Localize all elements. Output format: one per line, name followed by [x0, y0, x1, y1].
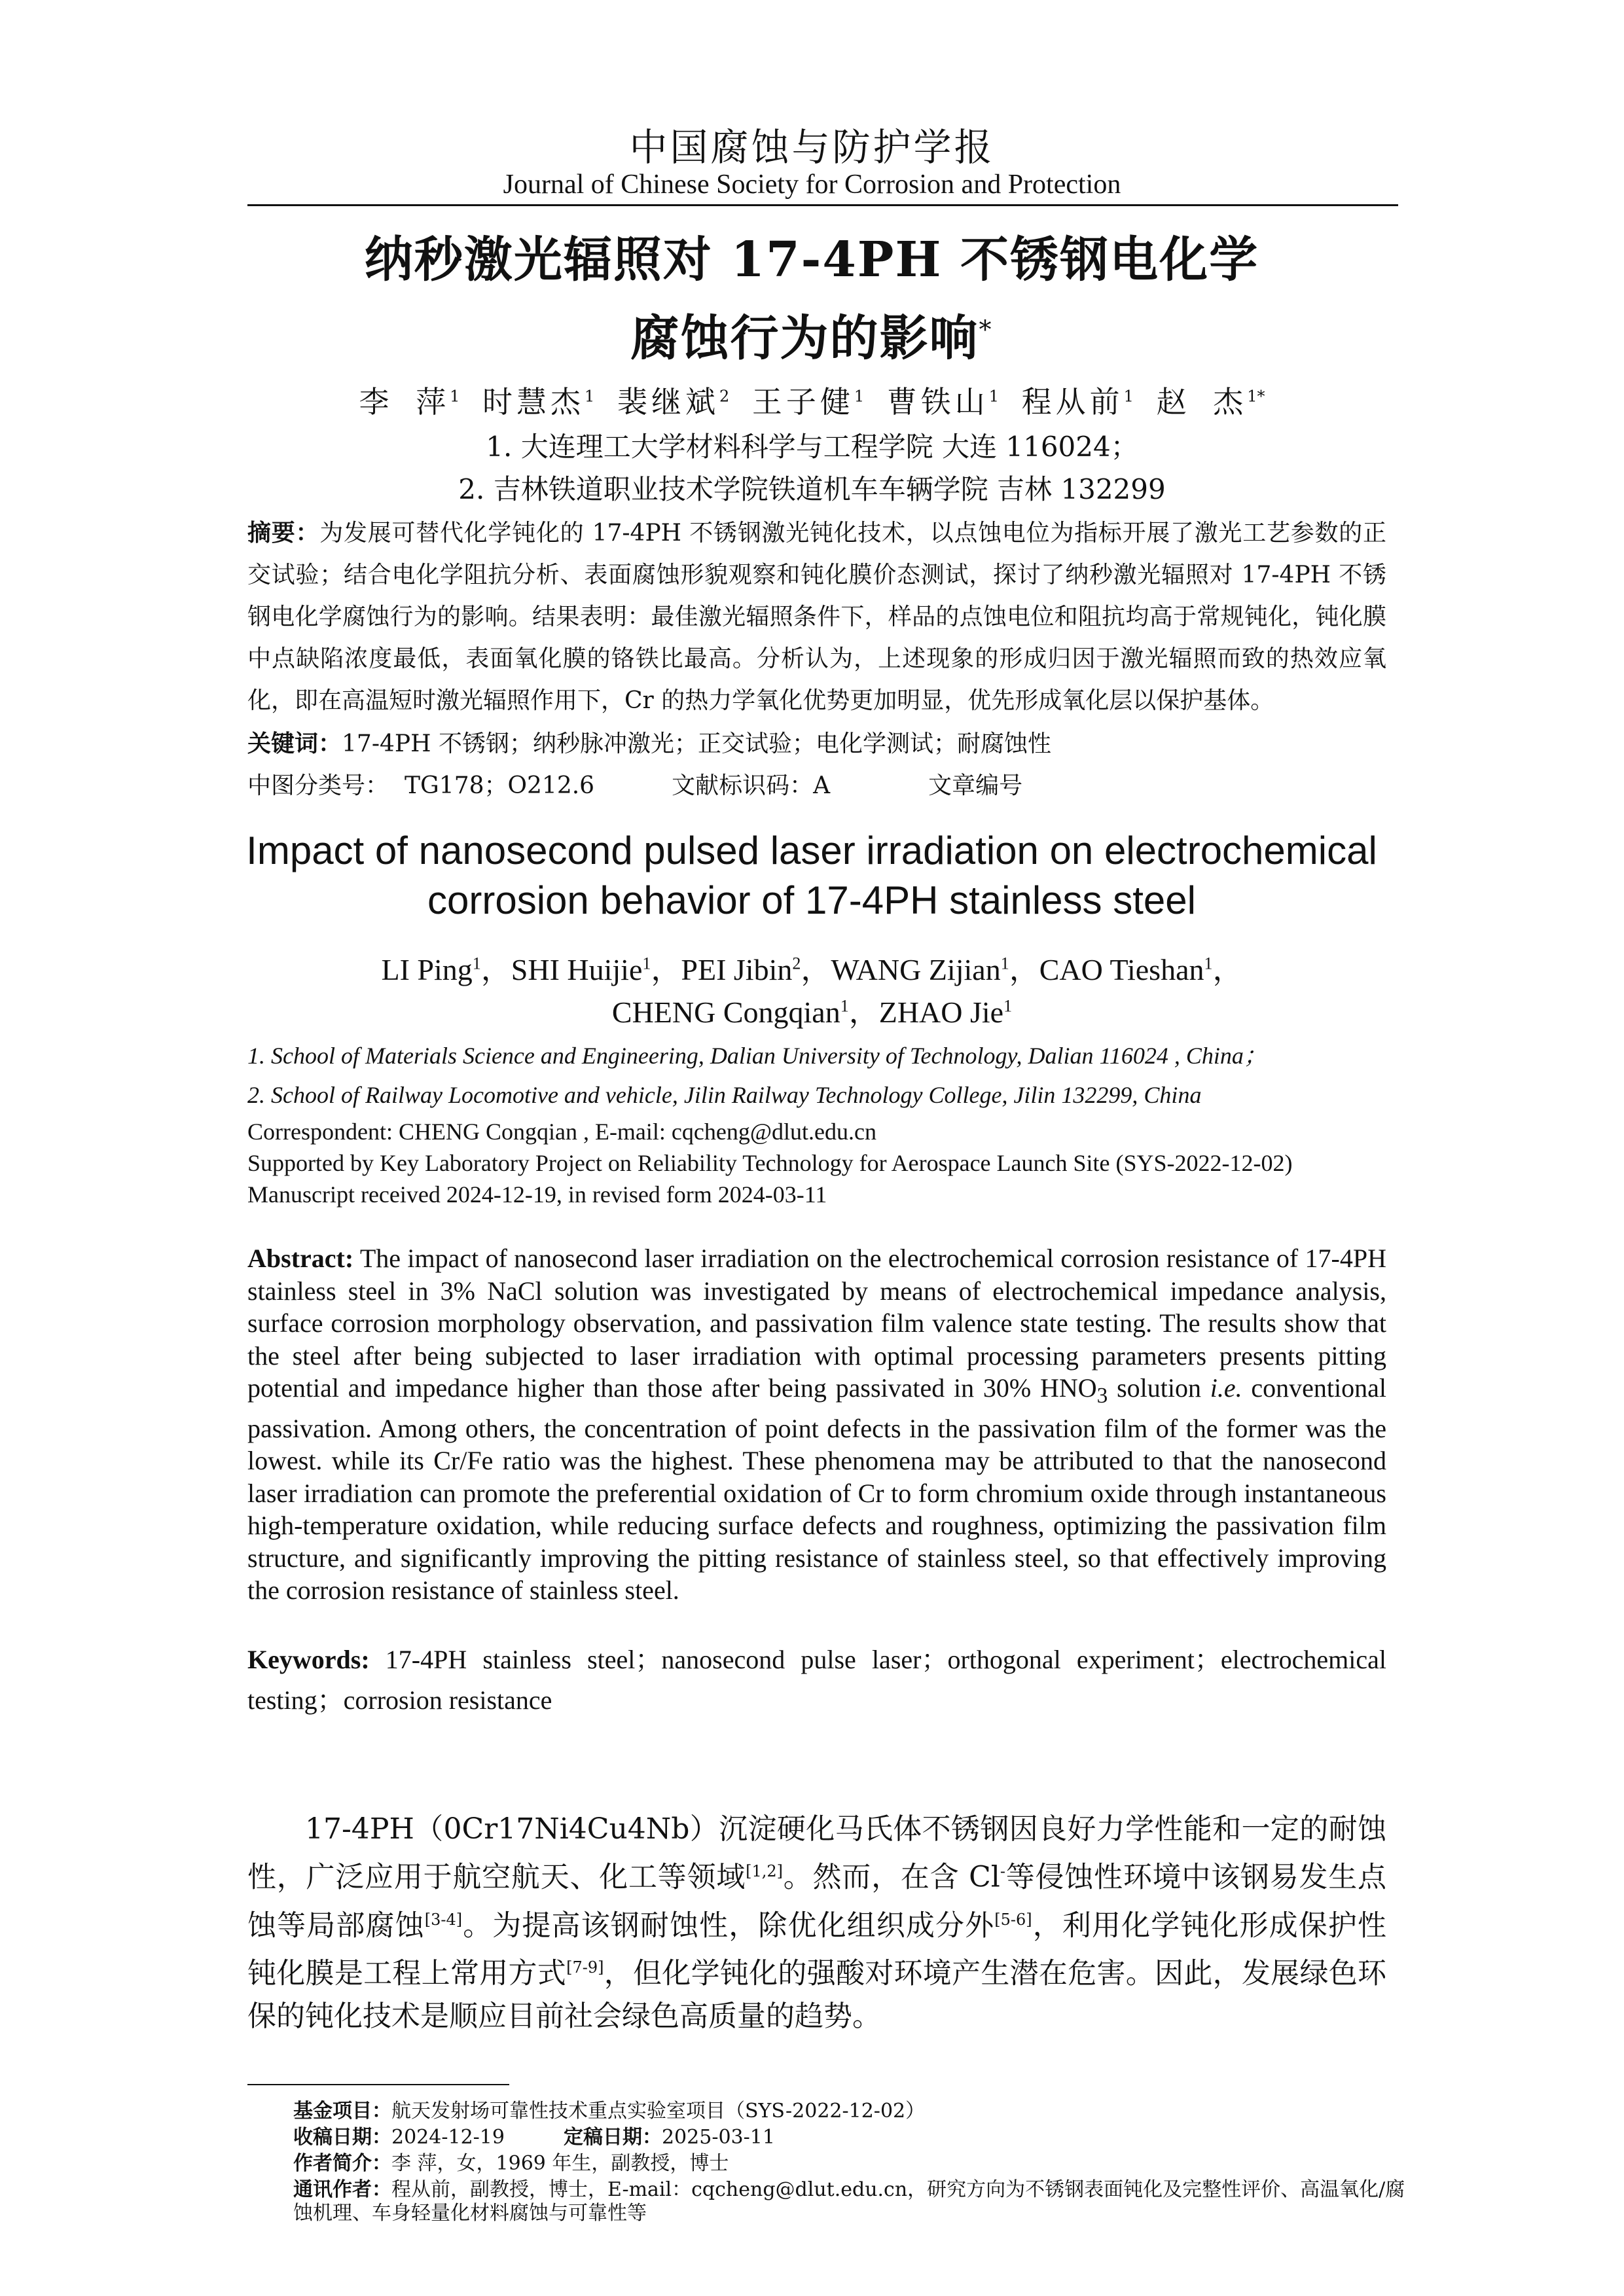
author-cn: 赵 杰 — [1156, 384, 1248, 420]
keywords-cn — [247, 725, 1386, 759]
journal-name-en: Journal of Chinese Society for Corrosion and Protection — [503, 170, 1121, 200]
hno3-subscript: 3 — [1096, 1384, 1108, 1408]
citation: [5-6] — [994, 1910, 1032, 1929]
footnote-text: 程从前，副教授，博士，E-mail：cqcheng@dlut.edu.cn，研究方向为不锈钢表面钝化及完整性评价、高温氧化/腐蚀机理、车身轻量化材料腐蚀与可靠性等 — [293, 2178, 1405, 2225]
author-cn: 曹铁山 — [886, 384, 989, 420]
body-paragraph — [247, 1808, 1386, 2037]
body-text: ，但化学钝化的强酸对环境产生潜在危害。因此，发展绿色环保的钝化技术是顺应目前社会绿色高质量的趋势。 — [247, 1956, 1386, 2033]
correspondent-en: Correspondent: CHENG Congqian , E-mail: cqcheng@dlut.edu.cn — [247, 1119, 876, 1145]
author-en: PEI Jibin — [681, 953, 793, 986]
abstract-en-text: solution — [1108, 1373, 1210, 1403]
author-cn-sup: 1 — [854, 387, 865, 406]
author-cn-sup: 2 — [719, 387, 730, 406]
footnote-label: 通讯作者： — [293, 2178, 391, 2201]
footnote-text: 航天发射场可靠性技术重点实验室项目（SYS-2022-12-02） — [391, 2100, 926, 2123]
citation: [3-4] — [424, 1910, 463, 1929]
footnote-rule — [247, 2084, 509, 2085]
footnote-label: 收稿日期： — [293, 2126, 391, 2149]
footnote-label: 作者简介： — [293, 2152, 391, 2175]
affiliation-cn-2: 2. 吉林铁道职业技术学院铁道机车车辆学院 吉林 132299 — [458, 473, 1166, 505]
footnote-text: 2025-03-11 — [661, 2126, 775, 2149]
doc-code-value: A — [813, 772, 831, 799]
authors-cn — [0, 378, 1624, 422]
footnote-text: 2024-12-19 — [391, 2126, 505, 2149]
abstract-en-text: conventional passivation. Among others, the concentration of point defects in the passivation film of the former was the lowest. while its Cr/Fe ratio was the highest. These phenomena may be attributed to that the nanosecond laser irradiation can promote the preferential oxidation of Cr to form chromium oxide through instantaneous high-temperature oxidation, while reducing surface defects and roughness, optimizing the passivation film structure, and significantly improving the pitting resistance of stainless steel, so that effectively improving the corrosion resistance of stainless steel. — [247, 1373, 1387, 1605]
title-en — [196, 826, 1427, 925]
title-fund-mark: * — [979, 315, 993, 344]
abstract-cn-label: 摘要： — [247, 519, 320, 547]
abstract-cn-text: 为发展可替代化学钝化的 17-4PH 不锈钢激光钝化技术，以点蚀电位为指标开展了激光工艺参数的正交试验；结合电化学阻抗分析、表面腐蚀形貌观察和钝化膜价态测试，探讨了纳秒激光辐照对 17-4PH 不锈钢电化学腐蚀行为的影响。结果表明：最佳激光辐照条件下，样品的点蚀电位和阻抗均高于常规钝化，钝化膜中点缺陷浓度最低，表面氧化膜的铬铁比最高。分析认为，上述现象的形成归因于激光辐照而致的热效应氧化，即在高温短时激光辐照作用下，Cr 的热力学氧化优势更加明显，优先形成氧化层以保护基体。 — [247, 520, 1386, 714]
footnote-text: 李 萍，女，1969 年生，副教授，博士 — [391, 2152, 729, 2175]
keywords-cn-text: 17-4PH 不锈钢；纳秒脉冲激光；正交试验；电化学测试；耐腐蚀性 — [342, 730, 1051, 757]
author-cn-sup: 1* — [1247, 387, 1265, 406]
author-en-sup: 1 — [472, 954, 481, 973]
author-cn: 时慧杰 — [482, 384, 585, 420]
ion-charge: - — [1000, 1862, 1005, 1880]
citation: [1,2] — [746, 1862, 783, 1880]
citation: [7-9] — [566, 1958, 604, 1977]
funding-en: Supported by Key Laboratory Project on Reliability Technology for Aerospace Launch Site (SYS-2022-12-02) — [247, 1150, 1293, 1176]
title-en-line1: Impact of nanosecond pulsed laser irradiation on electrochemical — [246, 829, 1377, 872]
footnote-author — [293, 2152, 1406, 2176]
body-text: 。为提高该钢耐蚀性，除优化组织成分外 — [462, 1909, 995, 1943]
author-en-sup: 2 — [792, 954, 801, 973]
author-cn-sup: 1 — [585, 387, 595, 406]
author-en-sup: 1 — [642, 954, 651, 973]
author-cn: 程从前 — [1021, 384, 1124, 420]
footnote-fund — [293, 2100, 1406, 2123]
article-number-label: 文章编号 — [928, 772, 1023, 799]
affiliation-cn-1: 1. 大连理工大学材料科学与工程学院 大连 116024； — [486, 431, 1138, 463]
classification-cn — [247, 767, 1386, 800]
clc-value: TG178；O212.6 — [405, 772, 595, 799]
body-text: 等侵蚀性环境中该钢易发生点蚀等局部腐蚀 — [247, 1860, 1387, 1943]
affiliation-en-2: 2. School of Railway Locomotive and vehicle, Jilin Railway Technology College, Jilin 132299, China — [247, 1082, 1202, 1108]
authors-en-line1: LI Ping$^1$，SHI Huijie$^1$，PEI Jibin$^2$，WANG Zijian$^1$，CAO Tieshan$^1$， — [381, 953, 1243, 986]
author-en: ZHAO Jie — [878, 996, 1004, 1029]
author-en: SHI Huijie — [511, 953, 643, 986]
title-cn-line2-text: 腐蚀行为的影响 — [630, 310, 979, 367]
header-rule — [247, 204, 1398, 206]
keywords-cn-label: 关键词： — [247, 730, 342, 757]
keywords-en-label: Keywords: — [247, 1645, 370, 1674]
author-cn-sup: 1 — [450, 387, 460, 406]
doc-code-label: 文献标识码： — [672, 772, 814, 799]
abstract-cn — [247, 512, 1386, 722]
author-en-sup: 1 — [1003, 996, 1013, 1016]
footnote-corresponding — [293, 2178, 1406, 2225]
author-en: WANG Zijian — [831, 953, 1001, 986]
author-cn-sup: 1 — [988, 387, 1000, 406]
author-en-sup: 1 — [840, 996, 849, 1016]
abstract-en-ie: i.e. — [1210, 1373, 1242, 1403]
abstract-en-label: Abstract: — [247, 1244, 354, 1273]
footnote-label: 定稿日期： — [563, 2126, 662, 2149]
author-en-sup: 1 — [1204, 954, 1213, 973]
author-en: LI Ping — [381, 953, 473, 986]
author-en-sup: 1 — [1000, 954, 1009, 973]
title-cn-line2 — [196, 300, 1427, 369]
keywords-en — [247, 1640, 1386, 1721]
author-cn: 王子健 — [751, 384, 854, 420]
abstract-en-text: The impact of nanosecond laser irradiation on the electrochemical corrosion resistance of 17-4PH stainless steel in 3% NaCl solution was investigated by means of electrochemical impedance analysis, surface corrosion morphology observation, and passivation film valence state testing. The results show that the steel after being subjected to laser irradiation with optimal processing parameters presents pitting potential and impedance higher than those after being passivated in 30% HNO — [247, 1244, 1386, 1403]
author-en: CAO Tieshan — [1039, 953, 1204, 986]
affiliation-en-1: 1. School of Materials Science and Engineering, Dalian University of Technology, Dalian 116024 , China； — [247, 1043, 1267, 1069]
abstract-en — [247, 1242, 1386, 1607]
journal-name-cn: 中国腐蚀与防护学报 — [629, 125, 995, 170]
authors-en-line2: CHENG Congqian$^1$，ZHAO Jie$^1$ — [611, 996, 1013, 1029]
clc-label: 中图分类号： — [247, 772, 389, 799]
author-cn: 裴继斌 — [617, 384, 719, 420]
manuscript-dates-en: Manuscript received 2024-12-19, in revised form 2024-03-11 — [247, 1181, 827, 1208]
title-cn-line1: 纳秒激光辐照对 17-4PH 不锈钢电化学 — [364, 232, 1259, 288]
body-text: ，利用化学钝化形成保护性钝化膜是工程上常用方式 — [247, 1909, 1387, 1990]
footnote-label: 基金项目： — [293, 2100, 391, 2123]
title-en-line2: corrosion behavior of 17-4PH stainless steel — [427, 878, 1196, 922]
author-en: CHENG Congqian — [611, 996, 840, 1029]
keywords-en-text: 17-4PH stainless steel；nanosecond pulse laser；orthogonal experiment；electrochemical testing；corrosion resistance — [247, 1645, 1386, 1715]
author-cn-sup: 1 — [1123, 387, 1134, 406]
author-cn: 李 萍 — [359, 384, 450, 420]
body-text: 17-4PH（0Cr17Ni4Cu4Nb）沉淀硬化马氏体不锈钢因良好力学性能和一定的耐蚀性，广泛应用于航空航天、化工等领域 — [247, 1812, 1386, 1894]
footnote-dates — [293, 2126, 1406, 2149]
body-text: 。然而，在含 Cl — [783, 1860, 1000, 1894]
